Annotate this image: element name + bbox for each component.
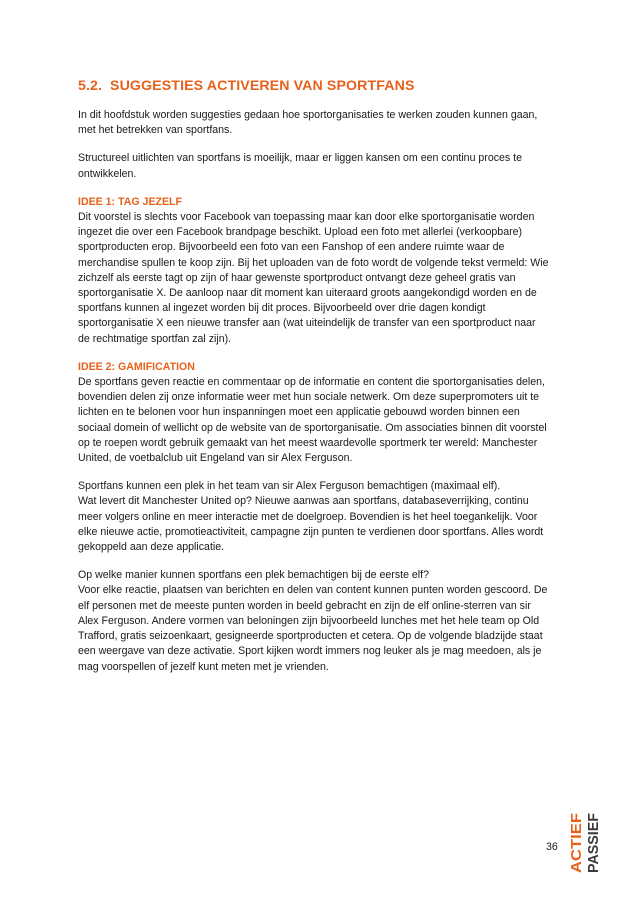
text-line: Voor elke reactie, plaatsen van berichten en delen van content kunnen punten worden gescoord. De	[78, 584, 548, 597]
text-line: elf personen met de meeste punten worden in beeld gebracht en zijn de elf online-sterren van sir	[78, 599, 531, 612]
text-line: De sportfans geven reactie en commentaar op de informatie en content die sportorganisaties delen,	[78, 376, 545, 389]
text-line: sportorganisatie X een nieuwe transfer aan (wat uiteindelijk de transfer van een sportproduct naar	[78, 317, 536, 330]
text-line: Alex Ferguson. Andere vormen van beloningen zijn bijvoorbeeld lunches met het hele team op Old	[78, 614, 540, 627]
text-line: United, de voetbalclub uit Engeland van sir Alex Ferguson.	[78, 452, 353, 465]
logo-word-passief: PASSIEF	[585, 809, 602, 873]
method-paragraph	[78, 568, 564, 674]
idea2-title: IDEE 2: GAMIFICATION	[78, 360, 195, 373]
text-line: Dit voorstel is slechts voor Facebook van toepassing maar kan door elke sportorganisatie worden	[78, 211, 535, 224]
actief-passief-logo	[566, 809, 602, 874]
idea2-section	[78, 360, 564, 466]
text-line: sportorganisatie X. De aanloop naar dit moment kan uiteraard groots aangekondigd worden en de	[78, 287, 537, 300]
text-line: sportfans kunnen al ingezet worden bij dit proces. Bijvoorbeeld over drie dagen kondigt	[78, 302, 486, 315]
text-line: Sportfans kunnen een plek in het team van sir Alex Ferguson bemachtigen (maximaal elf).	[78, 480, 501, 493]
intro-paragraph	[78, 108, 564, 138]
idea1-title: IDEE 1: TAG JEZELF	[78, 195, 182, 208]
section-number: 5.2.	[78, 78, 103, 94]
text-line: sociaal domein of wellicht op de website van de sportorganisatie. Om associaties binnen dit voorstel	[78, 421, 547, 434]
page-number: 36	[546, 841, 558, 853]
text-line: met het betrekken van sportfans.	[78, 124, 233, 137]
text-line: ingezet die over een Facebook brandpage beschikt. Upload een foto met allerlei (verkoopbare)	[78, 226, 523, 239]
text-line: Trafford, gratis seizoenkaart, gesigneerde sportproducten et cetera. Op de volgende bladzijde staat	[78, 630, 543, 643]
text-line: Structureel uitlichten van sportfans is moeilijk, maar er liggen kansen om een continu proces te	[78, 152, 522, 165]
text-line: merchandise spullen te koop zijn. Bij het uploaden van de foto wordt de volgende tekst vermeld: Wie	[78, 256, 549, 269]
text-line: Op welke manier kunnen sportfans een plek bemachtigen bij de eerste elf?	[78, 569, 429, 582]
text-line: lichten en te belonen voor hun inspanningen moet een applicatie gebouwd worden binnen een	[78, 406, 520, 419]
section-heading	[78, 77, 564, 95]
text-line: sportproducten erop. Bijvoorbeeld een foto van een Fanshop of een andere ruimte waar de	[78, 241, 505, 254]
text-line: zichzelf als eerste tagt op zijn of haar gewenste sportproduct ontvangt deze geheel gratis van	[78, 271, 516, 284]
text-line: ontwikkelen.	[78, 167, 137, 180]
text-line: Wat levert dit Manchester United op? Nieuwe aanwas aan sportfans, databaseverrijking, continu	[78, 495, 529, 508]
text-line: meer volgers online en meer interactie met de doelgroep. Bovendien is het heel toegankelijk. Voor	[78, 510, 538, 523]
text-line: bovendien delen zij onze informatie weer met hun sociale netwerk. Om deze superpromoters uit te	[78, 391, 540, 404]
section-title: SUGGESTIES ACTIVEREN VAN SPORTFANS	[110, 78, 415, 94]
page-content	[78, 77, 564, 688]
idea1-section	[78, 195, 564, 347]
text-line: In dit hoofdstuk worden suggesties gedaan hoe sportorganisaties te werken zouden kunnen gaan,	[78, 109, 538, 121]
text-line: op te roepen wordt gebruik gemaakt van het meest waardevolle sportmerk ter wereld: Manchester	[78, 436, 538, 449]
text-line: mag voorspellen of jezelf kunt meten met je vrienden.	[78, 660, 329, 673]
benefits-paragraph	[78, 479, 564, 555]
structural-paragraph	[78, 151, 564, 181]
logo-word-actief: ACTIEF	[568, 818, 585, 873]
text-line: de rechtmatige sportfan zal zijn).	[78, 332, 232, 345]
text-line: elke nieuwe actie, promotieactiviteit, campagne zijn punten te verdienen door sportfans. Alles wordt	[78, 525, 544, 538]
text-line: gekoppeld aan deze applicatie.	[78, 541, 225, 554]
text-line: een weergave van deze activatie. Sport kijken wordt immers nog leuker als je mag meedoen, als je	[78, 645, 542, 658]
